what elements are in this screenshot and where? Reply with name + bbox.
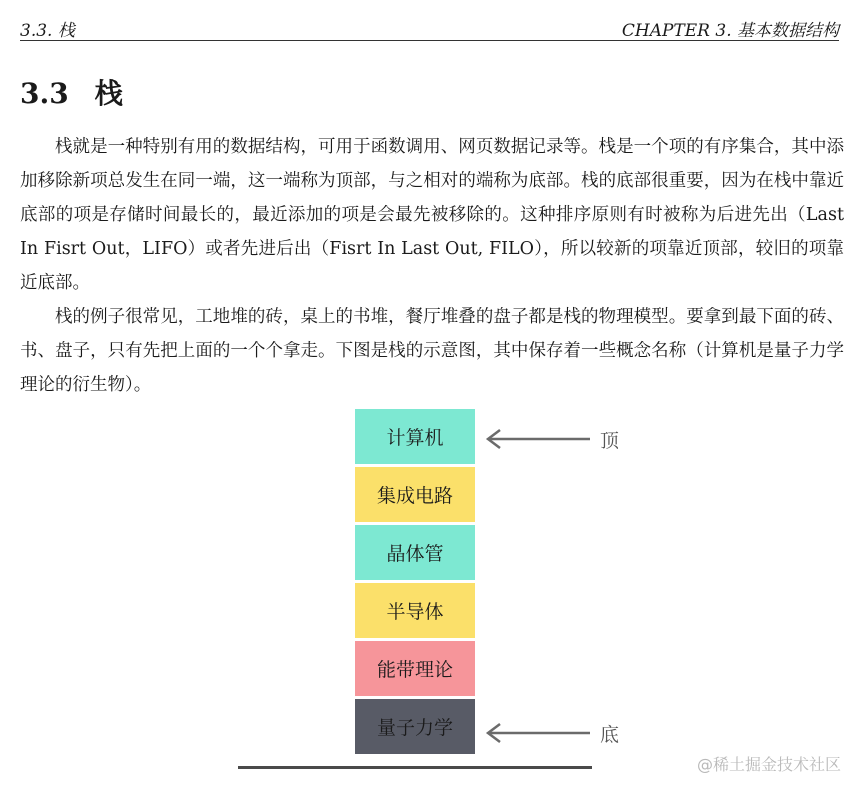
top-label: 顶 — [600, 430, 620, 452]
paragraph-2: 栈的例子很常见，工地堆的砖，桌上的书堆，餐厅堆叠的盘子都是栈的物理模型。要拿到最下面的砖、书、盘子，只有先把上面的一个个拿走。下图是栈的示意图，其中保存着一些概念名称（计算机是量子力学理论的衍生物）。 — [20, 307, 844, 395]
stack-item-label: 半导体 — [386, 601, 444, 623]
stack-item-computer — [355, 409, 475, 464]
stack-item-label: 晶体管 — [386, 543, 444, 565]
left-arrow-icon — [482, 426, 592, 452]
section-title: 栈 — [94, 77, 123, 110]
stack-item-semiconductor — [355, 583, 475, 638]
section-number: 3.3 — [20, 77, 69, 110]
stack-item-band-theory — [355, 641, 475, 696]
running-head — [20, 14, 839, 41]
stack-diagram — [355, 409, 475, 754]
running-head-chapter: CHAPTER 3. 基本数据结构 — [621, 21, 839, 41]
stack-base-line — [238, 766, 592, 769]
stack-item-label: 集成电路 — [376, 485, 453, 507]
paragraph-1: 栈就是一种特别有用的数据结构，可用于函数调用、网页数据记录等。栈是一个项的有序集合，其中添加移除新项总发生在同一端，这一端称为顶部，与之相对的端称为底部。栈的底部很重要，因为在栈中靠近底部的项是存储时间最长的，最近添加的项是会最先被移除的。这种排序原则有时被称为后进先出（Last In Fisrt Out，LIFO）或者先进后出（Fisrt In Last Out, FILO），所以较新的项靠近顶部，较旧的项靠近底部。 — [20, 137, 844, 293]
top-pointer — [482, 426, 622, 452]
bottom-pointer — [482, 720, 622, 746]
stack-item-label: 能带理论 — [376, 659, 453, 681]
section-heading — [20, 72, 123, 112]
bottom-label: 底 — [600, 724, 620, 746]
stack-item-quantum-mechanics — [355, 699, 475, 754]
watermark: @稀土掘金技术社区 — [696, 755, 841, 774]
stack-item-integrated-circuit — [355, 467, 475, 522]
running-head-section: 3.3. 栈 — [20, 21, 75, 41]
stack-item-label: 量子力学 — [376, 717, 453, 739]
stack-item-label: 计算机 — [386, 427, 444, 449]
body-text — [20, 130, 844, 402]
stack-item-transistor — [355, 525, 475, 580]
left-arrow-icon — [482, 720, 592, 746]
